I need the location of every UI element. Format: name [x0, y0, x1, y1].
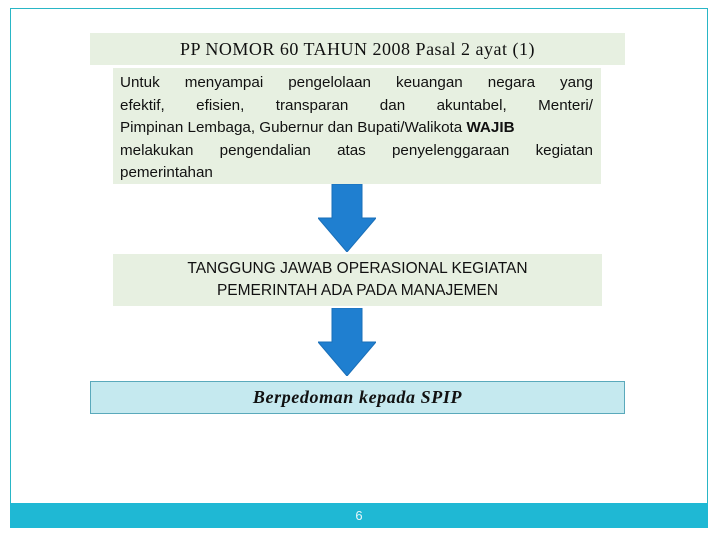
down-arrow-1: [318, 184, 376, 252]
responsibility-line-2: PEMERINTAH ADA PADA MANAJEMEN: [216, 282, 499, 299]
guideline-box: [90, 381, 625, 414]
responsibility-line-1: TANGGUNG JAWAB OPERASIONAL KEGIATAN: [187, 260, 528, 277]
page-number: 6: [355, 508, 363, 523]
down-arrow-2: [318, 308, 376, 376]
paragraph-line-3: [120, 117, 593, 140]
paragraph-line-2: efektif, efisien, transparan dan akuntabel, Menteri/: [120, 96, 593, 114]
footer-bar: [10, 503, 708, 528]
guideline-text: Berpedoman kepada SPIP: [252, 387, 463, 407]
paragraph-line-3-text: Pimpinan Lembaga, Gubernur dan Bupati/Walikota: [120, 119, 463, 137]
title-box: [90, 33, 625, 65]
paragraph-box: [113, 68, 601, 184]
paragraph-line-4: melakukan pengendalian atas penyelenggaraan kegiatan: [120, 141, 593, 159]
paragraph-emphasis: WAJIB: [466, 119, 515, 137]
title-text: PP NOMOR 60 TAHUN 2008 Pasal 2 ayat (1): [179, 38, 536, 59]
paragraph-line-1: Untuk menyampai pengelolaan keuangan negara yang: [120, 74, 593, 91]
paragraph-line-5: pemerintahan: [120, 164, 213, 182]
responsibility-box: [113, 254, 602, 306]
